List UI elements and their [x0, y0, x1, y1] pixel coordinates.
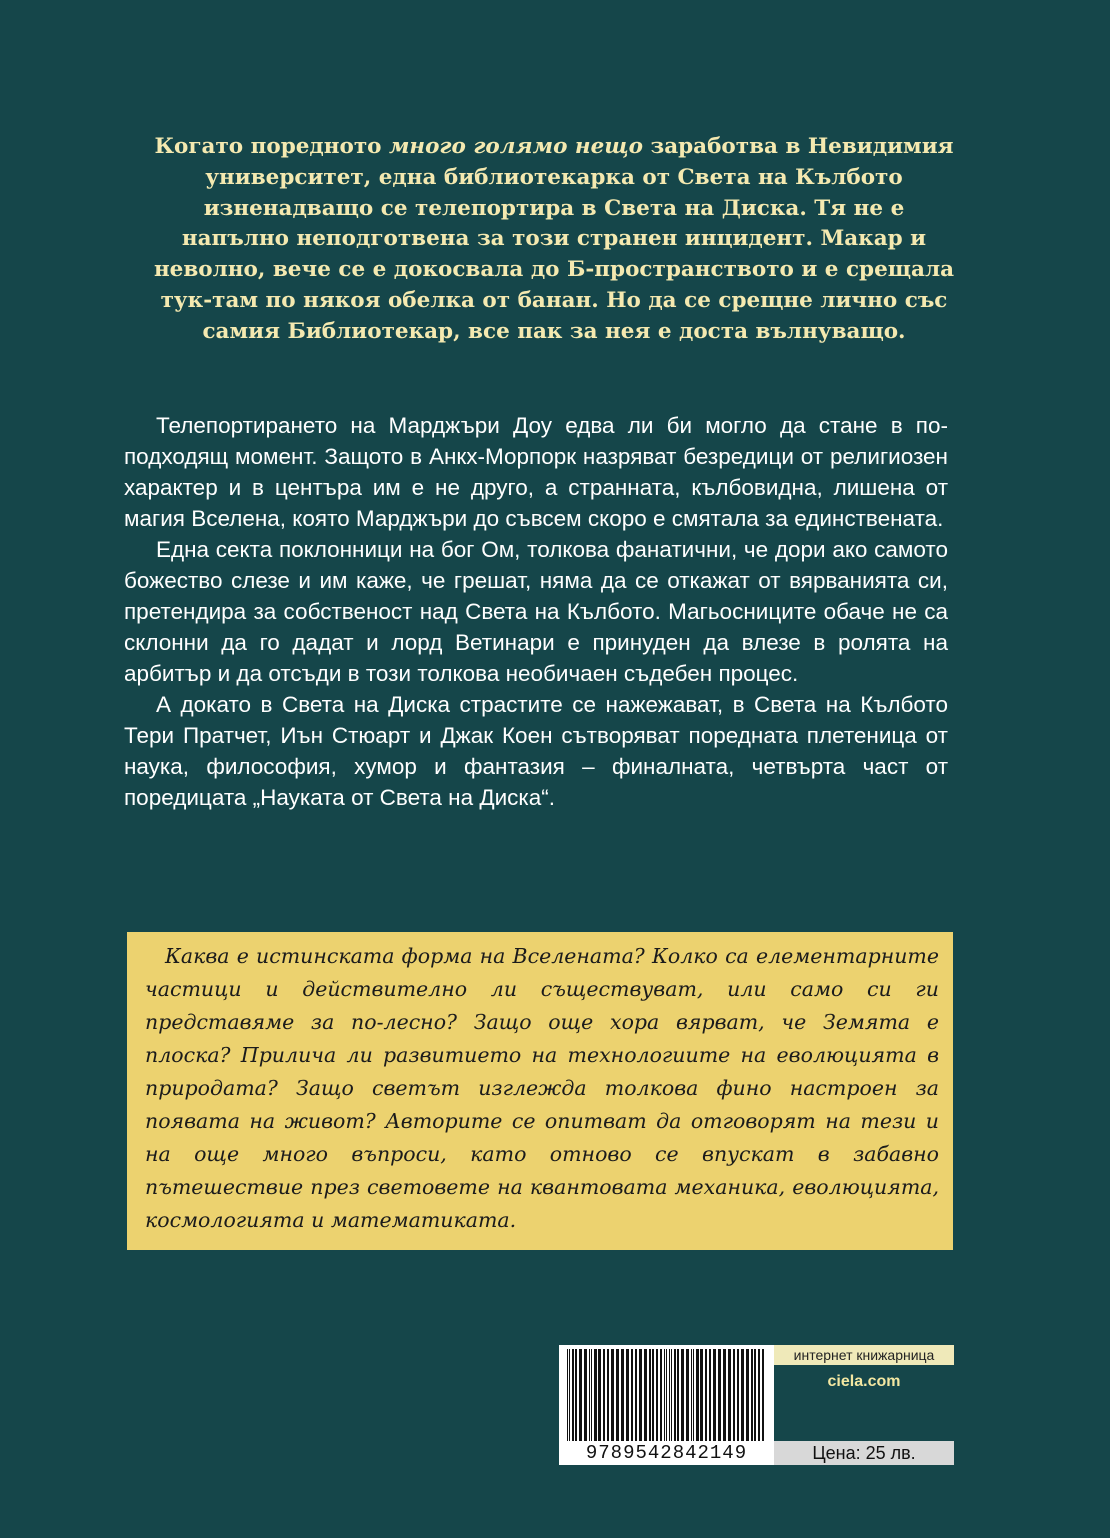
barcode-bar [691, 1349, 692, 1441]
barcode-bar [635, 1349, 637, 1441]
blurb-italic-phrase: много голямо нещо [388, 134, 643, 159]
barcode-bar [611, 1349, 614, 1441]
barcode-bar [705, 1349, 707, 1441]
barcode-bar [567, 1349, 568, 1441]
barcode-bar [762, 1349, 764, 1441]
barcode-bar [758, 1349, 760, 1441]
barcode-bar [598, 1349, 601, 1441]
blurb-text [150, 132, 958, 348]
questions-box [127, 932, 953, 1250]
questions-text: Каква е истинската форма на Вселената? Колко са елементарните частици и действително ли съществуват, или само си ги представяме за по-лесно? Защо още хора вярват, че Земята е плоска? Прилича ли развитието на технологиите на еволюцията в природата? Защо светът изглежда толкова фино настроен за появата на живот? Авторите се опитват да отговорят на тези и на още много въпроси, като отново се впускат в забавно пътешествие през световете на квантовата механика, еволюцията, космологията и математиката. [145, 944, 939, 1232]
barcode-bar [644, 1349, 647, 1441]
synopsis-paragraph-1: Телепортирането на Марджъри Доу едва ли би могло да стане в по-подходящ момент. Защото в Анкх-Морпорк назряват безредици от религиозен характер и в центъра им е не друго, а странната, кълбовидна, лишена от магия Вселена, която Марджъри до съвсем скоро е смятала за единствената. [124, 413, 948, 531]
barcode-bar [631, 1349, 633, 1441]
barcode-bar [664, 1349, 665, 1441]
barcode-bar [660, 1349, 662, 1441]
barcode [559, 1345, 774, 1465]
barcode-bar [621, 1349, 624, 1441]
barcode-bar [751, 1349, 753, 1441]
barcode-bar [718, 1349, 721, 1441]
blurb-part-2: заработва в Невидимия университет, една библиотекарка от Света на Кълбото изненадващо се телепортира в Света на Диска. Тя не е напълно неподготвена за този странен инцидент. Макар и неволно, вече се е докосвала до Б-пространството и е срещала тук-там по някоя обелка от банан. Но да се срещне лично със самия Библиотекар, все пак за нея е доста вълнуващо. [153, 134, 955, 344]
barcode-bar [709, 1349, 711, 1441]
barcode-bar [591, 1349, 592, 1441]
barcode-bar [603, 1349, 605, 1441]
barcode-bar [626, 1349, 629, 1441]
barcode-bar [737, 1349, 739, 1441]
barcode-bar [723, 1349, 726, 1441]
barcode-bar [754, 1349, 756, 1441]
barcode-bar [616, 1349, 619, 1441]
barcode-bar [677, 1349, 679, 1441]
barcode-bar [589, 1349, 590, 1441]
barcode-bar [746, 1349, 749, 1441]
store-url[interactable]: ciela.com [827, 1373, 901, 1390]
barcode-bar [649, 1349, 651, 1441]
barcode-bar [741, 1349, 744, 1441]
barcode-bar [572, 1349, 574, 1441]
blurb-part-1: Когато поредното [154, 134, 389, 159]
isbn-number: 9789542842149 [559, 1442, 774, 1464]
barcode-bar [607, 1349, 609, 1441]
synopsis-paragraph-3: А докато в Света на Диска страстите се нажежават, в Света на Кълбото Тери Пратчет, Иън Стюарт и Джак Коен сътворяват поредната плетеница от наука, философия, хумор и фантазия – финалната, четвърта част от поредицата „Науката от Света на Диска“. [124, 692, 948, 810]
barcode-bar [681, 1349, 684, 1441]
barcode-bar [656, 1349, 658, 1441]
barcode-block [559, 1345, 954, 1465]
barcode-bar [652, 1349, 654, 1441]
barcode-bar [575, 1349, 577, 1441]
barcode-bar [671, 1349, 672, 1441]
store-label: интернет книжарница [774, 1345, 954, 1365]
barcode-bar [579, 1349, 582, 1441]
barcode-bar [594, 1349, 597, 1441]
barcode-bars [565, 1349, 768, 1441]
barcode-bar [713, 1349, 716, 1441]
barcode-bar [584, 1349, 587, 1441]
price-label: Цена: 25 лв. [774, 1441, 954, 1465]
barcode-bar [700, 1349, 703, 1441]
barcode-bar [733, 1349, 735, 1441]
barcode-bar [666, 1349, 667, 1441]
barcode-bar [696, 1349, 699, 1441]
barcode-bar [669, 1349, 670, 1441]
barcode-bar [686, 1349, 689, 1441]
synopsis [124, 410, 948, 813]
barcode-bar [693, 1349, 694, 1441]
barcode-bar [569, 1349, 570, 1441]
barcode-bar [728, 1349, 731, 1441]
barcode-bar [639, 1349, 642, 1441]
synopsis-paragraph-2: Една секта поклонници на бог Ом, толкова фанатични, че дори ако самото божество слезе и им каже, че грешат, няма да се откажат от вярванията си, претендира за собственост над Света на Кълбото. Магьосниците обаче не са склонни да го дадат и лорд Ветинари е принуден да влезе в ролята на арбитър и да отсъди в този толкова необичаен съдебен процес. [124, 537, 948, 686]
barcode-bar [674, 1349, 676, 1441]
